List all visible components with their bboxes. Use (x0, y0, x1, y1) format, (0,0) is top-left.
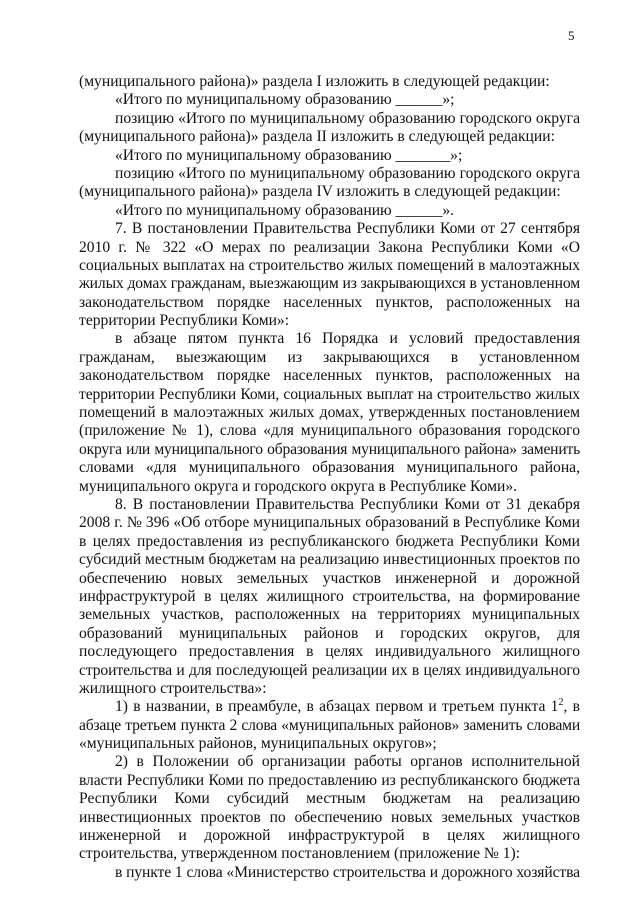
text-line: строительства, утвержденном постановлением (приложение № 1): (79, 845, 521, 863)
text-line: инженерной и дорожной инфраструктурой в целях жилищного (79, 827, 580, 845)
text-line: абзаце третьем пункта 2 слова «муниципальных районов» заменить словами (79, 716, 580, 734)
text-line: строительства и для последующей реализации их в целях индивидуального (79, 661, 580, 679)
text-line: (муниципального района)» раздела II изложить в следующей редакции: (79, 128, 555, 146)
page-number: 5 (568, 28, 575, 43)
document-body (79, 73, 580, 882)
text-line (79, 698, 580, 716)
text-line: (муниципального района)» раздела IV изложить в следующей редакции: (79, 183, 561, 201)
text-line: «Итого по муниципальному образованию _______»; (115, 146, 463, 164)
text-line: территории Республики Коми»: (79, 312, 290, 330)
text-line: инфраструктурой в целях жилищного строительства, на формирование (79, 587, 580, 605)
text-line: позицию «Итого по муниципальному образованию городского округа (115, 109, 580, 127)
text-line: 2008 г. № 396 «Об отборе муниципальных образований в Республике Коми (79, 514, 580, 532)
text-line-tail: , в (563, 698, 581, 716)
text-line: 2) в Положении об организации работы органов исполнительной (115, 753, 580, 771)
text-line: гражданам, выезжающим из закрывающихся в установленном (79, 348, 580, 366)
text-line: законодательством порядке населенных пунктов, расположенных на (79, 367, 580, 385)
superscript: 2 (558, 697, 564, 709)
text-line: образований муниципальных районов и городских округов, для (79, 624, 580, 642)
text-line: «Итого по муниципальному образованию ______»; (115, 91, 455, 109)
text-line: 8. В постановлении Правительства Республики Коми от 31 декабря (115, 495, 580, 513)
text-line: (приложение № 1), слова «для муниципального образования городского (79, 422, 580, 440)
text-line: 7. В постановлении Правительства Республики Коми от 27 сентября (115, 220, 580, 238)
text-line: Республики Коми субсидий местным бюджетам на реализацию (79, 790, 580, 808)
text-line: в пункте 1 слова «Министерство строительства и дорожного хозяйства (115, 863, 580, 881)
text-line: социальных выплатах на строительство жилых помещений в малоэтажных (79, 256, 580, 274)
text-line: позицию «Итого по муниципальному образованию городского округа (115, 164, 580, 182)
text-line: власти Республики Коми по предоставлению из республиканского бюджета (79, 771, 580, 789)
text-line: помещений в малоэтажных жилых домах, утвержденных постановлением (79, 404, 580, 422)
text-line: словами «для муниципального образования муниципального района, (79, 459, 580, 477)
text-line: (муниципального района)» раздела I изложить в следующей редакции: (79, 73, 550, 90)
text-line: земельных участков, расположенных на территориях муниципальных (79, 606, 580, 624)
text-line: 2010 г. № 322 «О мерах по реализации Закона Республики Коми «О (79, 238, 580, 256)
text-line: округа или муниципального образования муниципального района» заменить (79, 440, 580, 458)
text-line: жилищного строительства»: (79, 679, 267, 697)
text-line: в целях предоставления из республиканского бюджета Республики Коми (79, 532, 580, 550)
text-line: муниципального округа и городского округа в Республике Коми». (79, 477, 518, 495)
text-line: жилых домах гражданам, выезжающим из закрывающихся в установленном (79, 275, 580, 293)
text-line: последующего предоставления в целях индивидуального жилищного (79, 643, 580, 661)
text-line: субсидий местным бюджетам на реализацию инвестиционных проектов по (79, 551, 580, 569)
text-line-main: 1) в названии, в преамбуле, в абзацах первом и третьем пункта 1 (115, 698, 559, 716)
text-line: «Итого по муниципальному образованию ______». (115, 201, 455, 219)
text-line: инвестиционных проектов по обеспечению новых земельных участков (79, 808, 580, 826)
text-line: обеспечению новых земельных участков инженерной и дорожной (79, 569, 580, 587)
text-line: территории Республики Коми, социальных выплат на строительство жилых (79, 385, 580, 403)
text-line: «муниципальных районов, муниципальных округов»; (79, 735, 437, 753)
text-line: законодательством порядке населенных пунктов, расположенных на (79, 293, 580, 311)
text-line: в абзаце пятом пункта 16 Порядка и условий предоставления (115, 330, 580, 348)
